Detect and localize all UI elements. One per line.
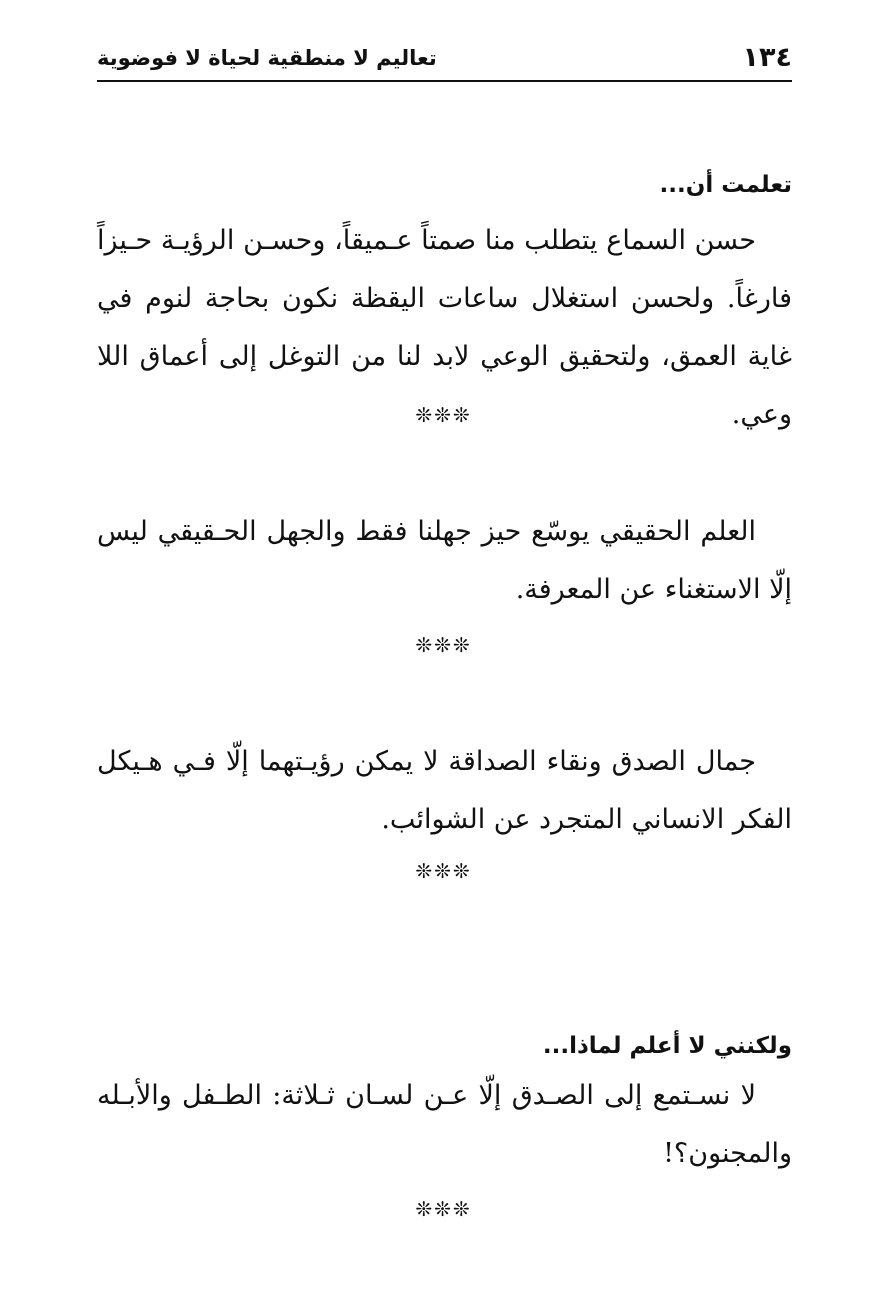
section-heading: تعلمت أن... xyxy=(659,172,792,198)
section-paragraph: جمال الصدق ونقاء الصداقة لا يمكن رؤيـتهما إلّا فـي هـيكل الفكر الانساني المتجرد عن الشوائب. xyxy=(97,746,792,835)
section-paragraph: حسن السماع يتطلب منا صمتاً عـميقاً، وحسـن الرؤيـة حـيزاً فارغاً. ولحسن استغلال ساعات اليقظة نكون بحاجة لنوم في غاية العمق، ولتحقيق الوعي لابد لنا من التوغل إلى أعماق اللا وعي. xyxy=(97,225,792,430)
section-paragraph: العلم الحقيقي يوسّع حيز جهلنا فقط والجهل الحـقيقي ليس إلّا الاستغناء عن المعرفة. xyxy=(97,516,792,605)
section-heading: ولكنني لا أعلم لماذا... xyxy=(542,1033,792,1059)
section-4 xyxy=(97,1033,792,1183)
page-number: ١٣٤ xyxy=(742,42,792,73)
separator-3: ❊❊❊ xyxy=(415,859,472,883)
section-2 xyxy=(97,503,792,619)
section-paragraph: لا نسـتمع إلى الصـدق إلّا عـن لسـان ثـلاثة: الطـفل والأبـله والمجنون؟! xyxy=(97,1080,792,1169)
separator-1: ❊❊❊ xyxy=(415,403,472,427)
page-header xyxy=(97,40,792,82)
section-3 xyxy=(97,733,792,849)
separator-2: ❊❊❊ xyxy=(415,633,472,657)
separator-4: ❊❊❊ xyxy=(415,1197,472,1221)
running-title: تعاليم لا منطقية لحياة لا فوضوية xyxy=(97,46,437,70)
